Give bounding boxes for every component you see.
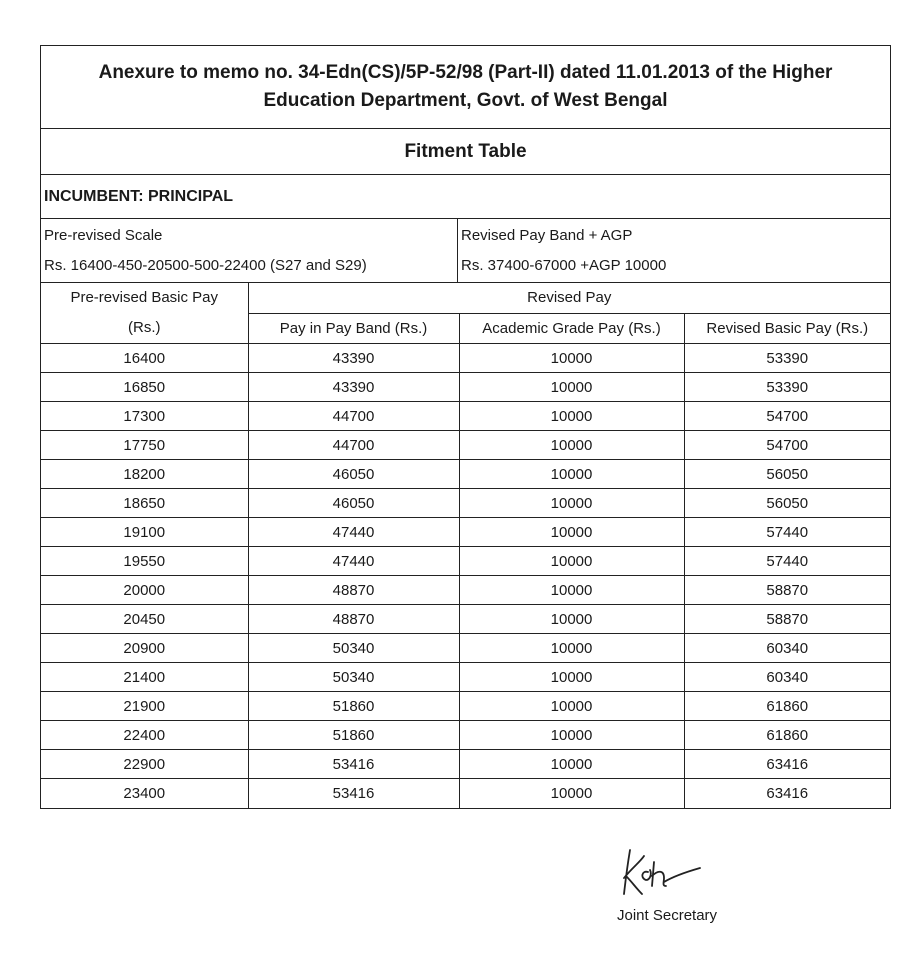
cell-academic-grade-pay: 10000	[459, 460, 684, 489]
revised-scale-label: Revised Pay Band + AGP	[461, 227, 633, 245]
cell-pre-revised-basic: 20450	[41, 605, 248, 634]
document-title	[41, 46, 890, 129]
cell-pre-revised-basic: 20900	[41, 634, 248, 663]
cell-revised-basic: 56050	[684, 489, 890, 518]
cell-pay-in-band: 43390	[248, 373, 459, 402]
cell-revised-basic: 53390	[684, 373, 890, 402]
table-row	[41, 750, 890, 779]
title-line-1: Anexure to memo no. 34-Edn(CS)/5P-52/98 (Part-II) dated 11.01.2013 of the Higher	[98, 62, 833, 83]
cell-pay-in-band: 44700	[248, 402, 459, 431]
cell-revised-basic: 54700	[684, 431, 890, 460]
col-academic-grade-pay: Academic Grade Pay (Rs.)	[459, 313, 684, 343]
cell-pay-in-band: 51860	[248, 692, 459, 721]
table-row	[41, 489, 890, 518]
table-row	[41, 576, 890, 605]
col-pay-in-band: Pay in Pay Band (Rs.)	[248, 313, 459, 343]
table-row	[41, 547, 890, 576]
table-subtitle: Fitment Table	[41, 129, 890, 175]
cell-pre-revised-basic: 21900	[41, 692, 248, 721]
cell-revised-basic: 53390	[684, 344, 890, 373]
cell-academic-grade-pay: 10000	[459, 402, 684, 431]
cell-revised-basic: 63416	[684, 779, 890, 808]
title-line-2: Education Department, Govt. of West Bengal	[263, 90, 668, 111]
pre-revised-scale-value: Rs. 16400-450-20500-500-22400 (S27 and S29)	[44, 256, 367, 274]
table-row	[41, 518, 890, 547]
cell-pre-revised-basic: 18200	[41, 460, 248, 489]
cell-revised-basic: 60340	[684, 663, 890, 692]
cell-pre-revised-basic: 20000	[41, 576, 248, 605]
cell-pre-revised-basic: 19550	[41, 547, 248, 576]
cell-pre-revised-basic: 21400	[41, 663, 248, 692]
cell-pre-revised-basic: 16850	[41, 373, 248, 402]
col-pre-revised-basic-line1: Pre-revised Basic Pay	[70, 289, 219, 306]
cell-pre-revised-basic: 19100	[41, 518, 248, 547]
table-row	[41, 779, 890, 808]
revised-scale-cell	[458, 219, 890, 282]
cell-pay-in-band: 46050	[248, 460, 459, 489]
cell-revised-basic: 58870	[684, 576, 890, 605]
cell-academic-grade-pay: 10000	[459, 576, 684, 605]
cell-pay-in-band: 44700	[248, 431, 459, 460]
cell-academic-grade-pay: 10000	[459, 518, 684, 547]
cell-pay-in-band: 50340	[248, 663, 459, 692]
col-pre-revised-basic	[41, 283, 248, 344]
table-row	[41, 605, 890, 634]
scales-row	[41, 219, 890, 283]
cell-revised-basic: 57440	[684, 547, 890, 576]
cell-pay-in-band: 46050	[248, 489, 459, 518]
table-row	[41, 634, 890, 663]
annexure-frame	[40, 45, 891, 809]
cell-pay-in-band: 50340	[248, 634, 459, 663]
table-row	[41, 373, 890, 402]
cell-revised-basic: 63416	[684, 750, 890, 779]
table-row	[41, 431, 890, 460]
signatory-title: Joint Secretary	[617, 907, 718, 924]
cell-academic-grade-pay: 10000	[459, 431, 684, 460]
table-row	[41, 344, 890, 373]
cell-pre-revised-basic: 17300	[41, 402, 248, 431]
cell-academic-grade-pay: 10000	[459, 373, 684, 402]
col-group-revised-pay: Revised Pay	[248, 283, 890, 313]
cell-pre-revised-basic: 16400	[41, 344, 248, 373]
cell-academic-grade-pay: 10000	[459, 547, 684, 576]
table-row	[41, 692, 890, 721]
cell-pre-revised-basic: 22900	[41, 750, 248, 779]
cell-pay-in-band: 48870	[248, 605, 459, 634]
cell-revised-basic: 56050	[684, 460, 890, 489]
cell-pay-in-band: 53416	[248, 779, 459, 808]
cell-academic-grade-pay: 10000	[459, 489, 684, 518]
cell-academic-grade-pay: 10000	[459, 634, 684, 663]
cell-revised-basic: 61860	[684, 721, 890, 750]
cell-pre-revised-basic: 18650	[41, 489, 248, 518]
cell-revised-basic: 61860	[684, 692, 890, 721]
table-row	[41, 460, 890, 489]
cell-academic-grade-pay: 10000	[459, 663, 684, 692]
cell-academic-grade-pay: 10000	[459, 779, 684, 808]
incumbent-label: INCUMBENT: PRINCIPAL	[41, 175, 890, 219]
col-pre-revised-basic-line2: (Rs.)	[128, 319, 161, 336]
cell-academic-grade-pay: 10000	[459, 750, 684, 779]
col-revised-basic: Revised Basic Pay (Rs.)	[684, 313, 890, 343]
cell-pay-in-band: 43390	[248, 344, 459, 373]
fitment-table-body	[41, 344, 890, 808]
cell-revised-basic: 60340	[684, 634, 890, 663]
table-row	[41, 402, 890, 431]
cell-revised-basic: 58870	[684, 605, 890, 634]
fitment-table	[41, 283, 890, 808]
cell-pre-revised-basic: 23400	[41, 779, 248, 808]
cell-academic-grade-pay: 10000	[459, 692, 684, 721]
table-row	[41, 663, 890, 692]
table-row	[41, 721, 890, 750]
revised-scale-value: Rs. 37400-67000 +AGP 10000	[461, 256, 667, 274]
cell-academic-grade-pay: 10000	[459, 344, 684, 373]
cell-pay-in-band: 53416	[248, 750, 459, 779]
cell-pre-revised-basic: 22400	[41, 721, 248, 750]
signature-mark	[612, 842, 732, 902]
cell-pay-in-band: 47440	[248, 547, 459, 576]
cell-pay-in-band: 48870	[248, 576, 459, 605]
cell-academic-grade-pay: 10000	[459, 721, 684, 750]
cell-academic-grade-pay: 10000	[459, 605, 684, 634]
pre-revised-scale-cell	[41, 219, 458, 282]
cell-revised-basic: 54700	[684, 402, 890, 431]
cell-pay-in-band: 51860	[248, 721, 459, 750]
pre-revised-scale-label: Pre-revised Scale	[44, 227, 163, 245]
cell-revised-basic: 57440	[684, 518, 890, 547]
cell-pre-revised-basic: 17750	[41, 431, 248, 460]
cell-pay-in-band: 47440	[248, 518, 459, 547]
